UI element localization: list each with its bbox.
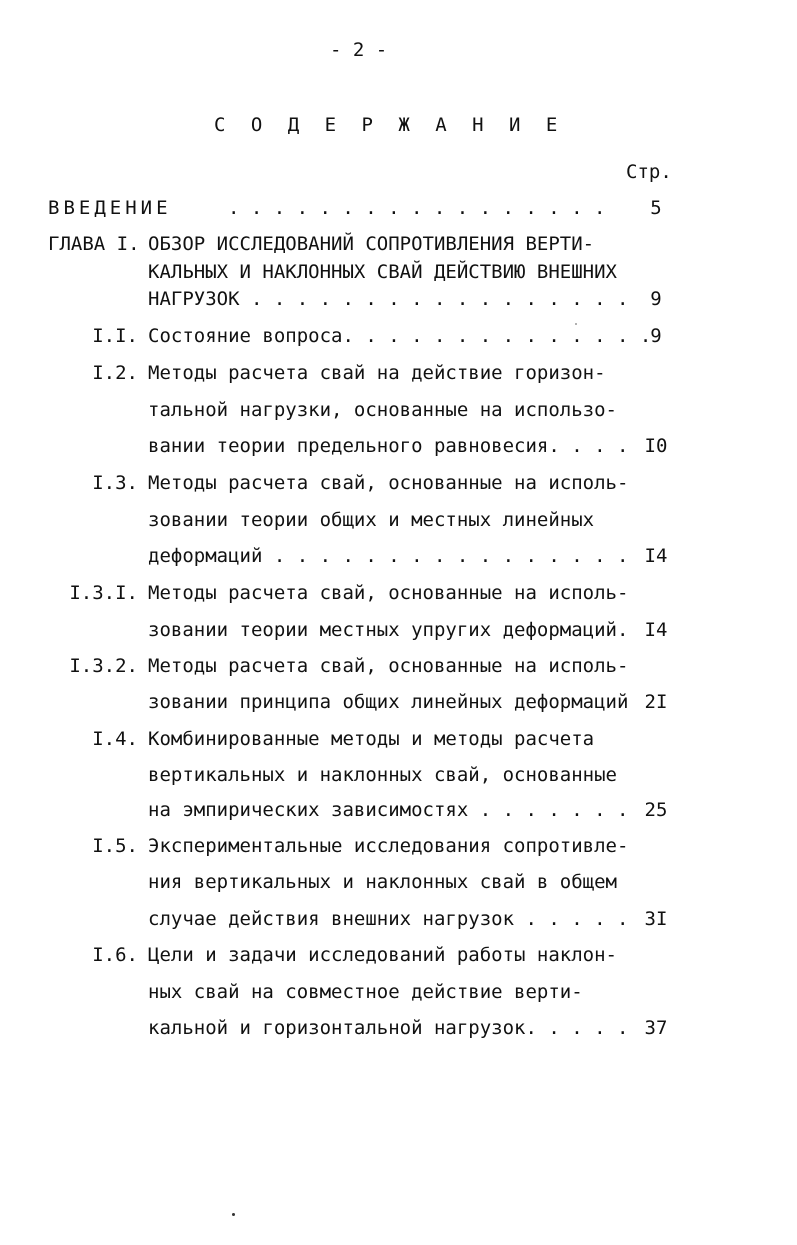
section-number: I.6.: [92, 944, 138, 966]
section-line: вертикальных и наклонных свай, основанные: [148, 764, 617, 786]
section-page: 9: [650, 325, 662, 347]
section-line: зовании теории общих и местных линейных: [148, 509, 595, 531]
section-line: Экспериментальные исследования сопротивле-: [148, 835, 629, 857]
section-line: кальной и горизонтальной нагрузок. . . . .: [148, 1017, 629, 1039]
section-number: I.5.: [92, 835, 138, 857]
section-line: Комбинированные методы и методы расчета: [148, 728, 595, 750]
section-line: зовании принципа общих линейных деформаций: [148, 691, 629, 713]
section-line: ния вертикальных и наклонных свай в общем: [148, 871, 617, 893]
section-line: на эмпирических зависимостях . . . . . . .: [148, 799, 629, 821]
section-number: I.4.: [92, 728, 138, 750]
section-line: тальной нагрузки, основанные на использо-: [148, 399, 617, 421]
section-line: Методы расчета свай, основанные на исполь-: [148, 472, 629, 494]
section-line: Цели и задачи исследований работы наклон-: [148, 944, 617, 966]
scan-speck: [232, 1213, 235, 1216]
chapter-number: ГЛАВА I.: [48, 233, 140, 255]
section-line: Состояние вопроса. . . . . . . . . . . . . .: [148, 325, 652, 347]
section-number: I.3.I.: [69, 582, 138, 604]
section-number: I.3.: [92, 472, 138, 494]
intro-page: 5: [650, 197, 662, 219]
section-page: 25: [644, 799, 668, 821]
section-line: случае действия внешних нагрузок . . . . .: [148, 908, 629, 930]
chapter-line: ОБЗОР ИССЛЕДОВАНИЙ СОПРОТИВЛЕНИЯ ВЕРТИ-: [148, 233, 595, 255]
section-page: 3I: [644, 908, 668, 930]
page-number: - 2 -: [330, 39, 388, 61]
section-page: 37: [644, 1017, 668, 1039]
section-number: I.3.2.: [69, 655, 138, 677]
section-line: ных свай на совместное действие верти-: [148, 981, 583, 1003]
section-page: 2I: [644, 691, 668, 713]
intro-label: ВВЕДЕНИЕ: [48, 197, 172, 219]
section-line: Методы расчета свай на действие горизон-: [148, 362, 606, 384]
scan-speck: [575, 323, 577, 325]
section-number: I.2.: [92, 362, 138, 384]
toc-title: С О Д Е Р Ж А Н И Е: [214, 114, 565, 136]
section-number: I.I.: [92, 325, 138, 347]
page-column-header: Стр.: [626, 161, 672, 183]
chapter-line: КАЛЬНЫХ И НАКЛОННЫХ СВАЙ ДЕЙСТВИЮ ВНЕШНИХ: [148, 261, 617, 283]
intro-leader: . . . . . . . . . . . . . . . . .: [228, 197, 606, 219]
section-line: Методы расчета свай, основанные на исполь-: [148, 655, 629, 677]
section-page: I4: [644, 619, 668, 641]
section-line: вании теории предельного равновесия. . . .: [148, 435, 629, 457]
section-page: I0: [644, 435, 668, 457]
section-line: Методы расчета свай, основанные на исполь-: [148, 582, 629, 604]
chapter-line: НАГРУЗОК . . . . . . . . . . . . . . . . .: [148, 288, 629, 310]
chapter-page: 9: [650, 288, 662, 310]
section-page: I4: [644, 545, 668, 567]
section-line: зовании теории местных упругих деформаций.: [148, 619, 629, 641]
section-line: деформаций . . . . . . . . . . . . . . . .: [148, 545, 629, 567]
